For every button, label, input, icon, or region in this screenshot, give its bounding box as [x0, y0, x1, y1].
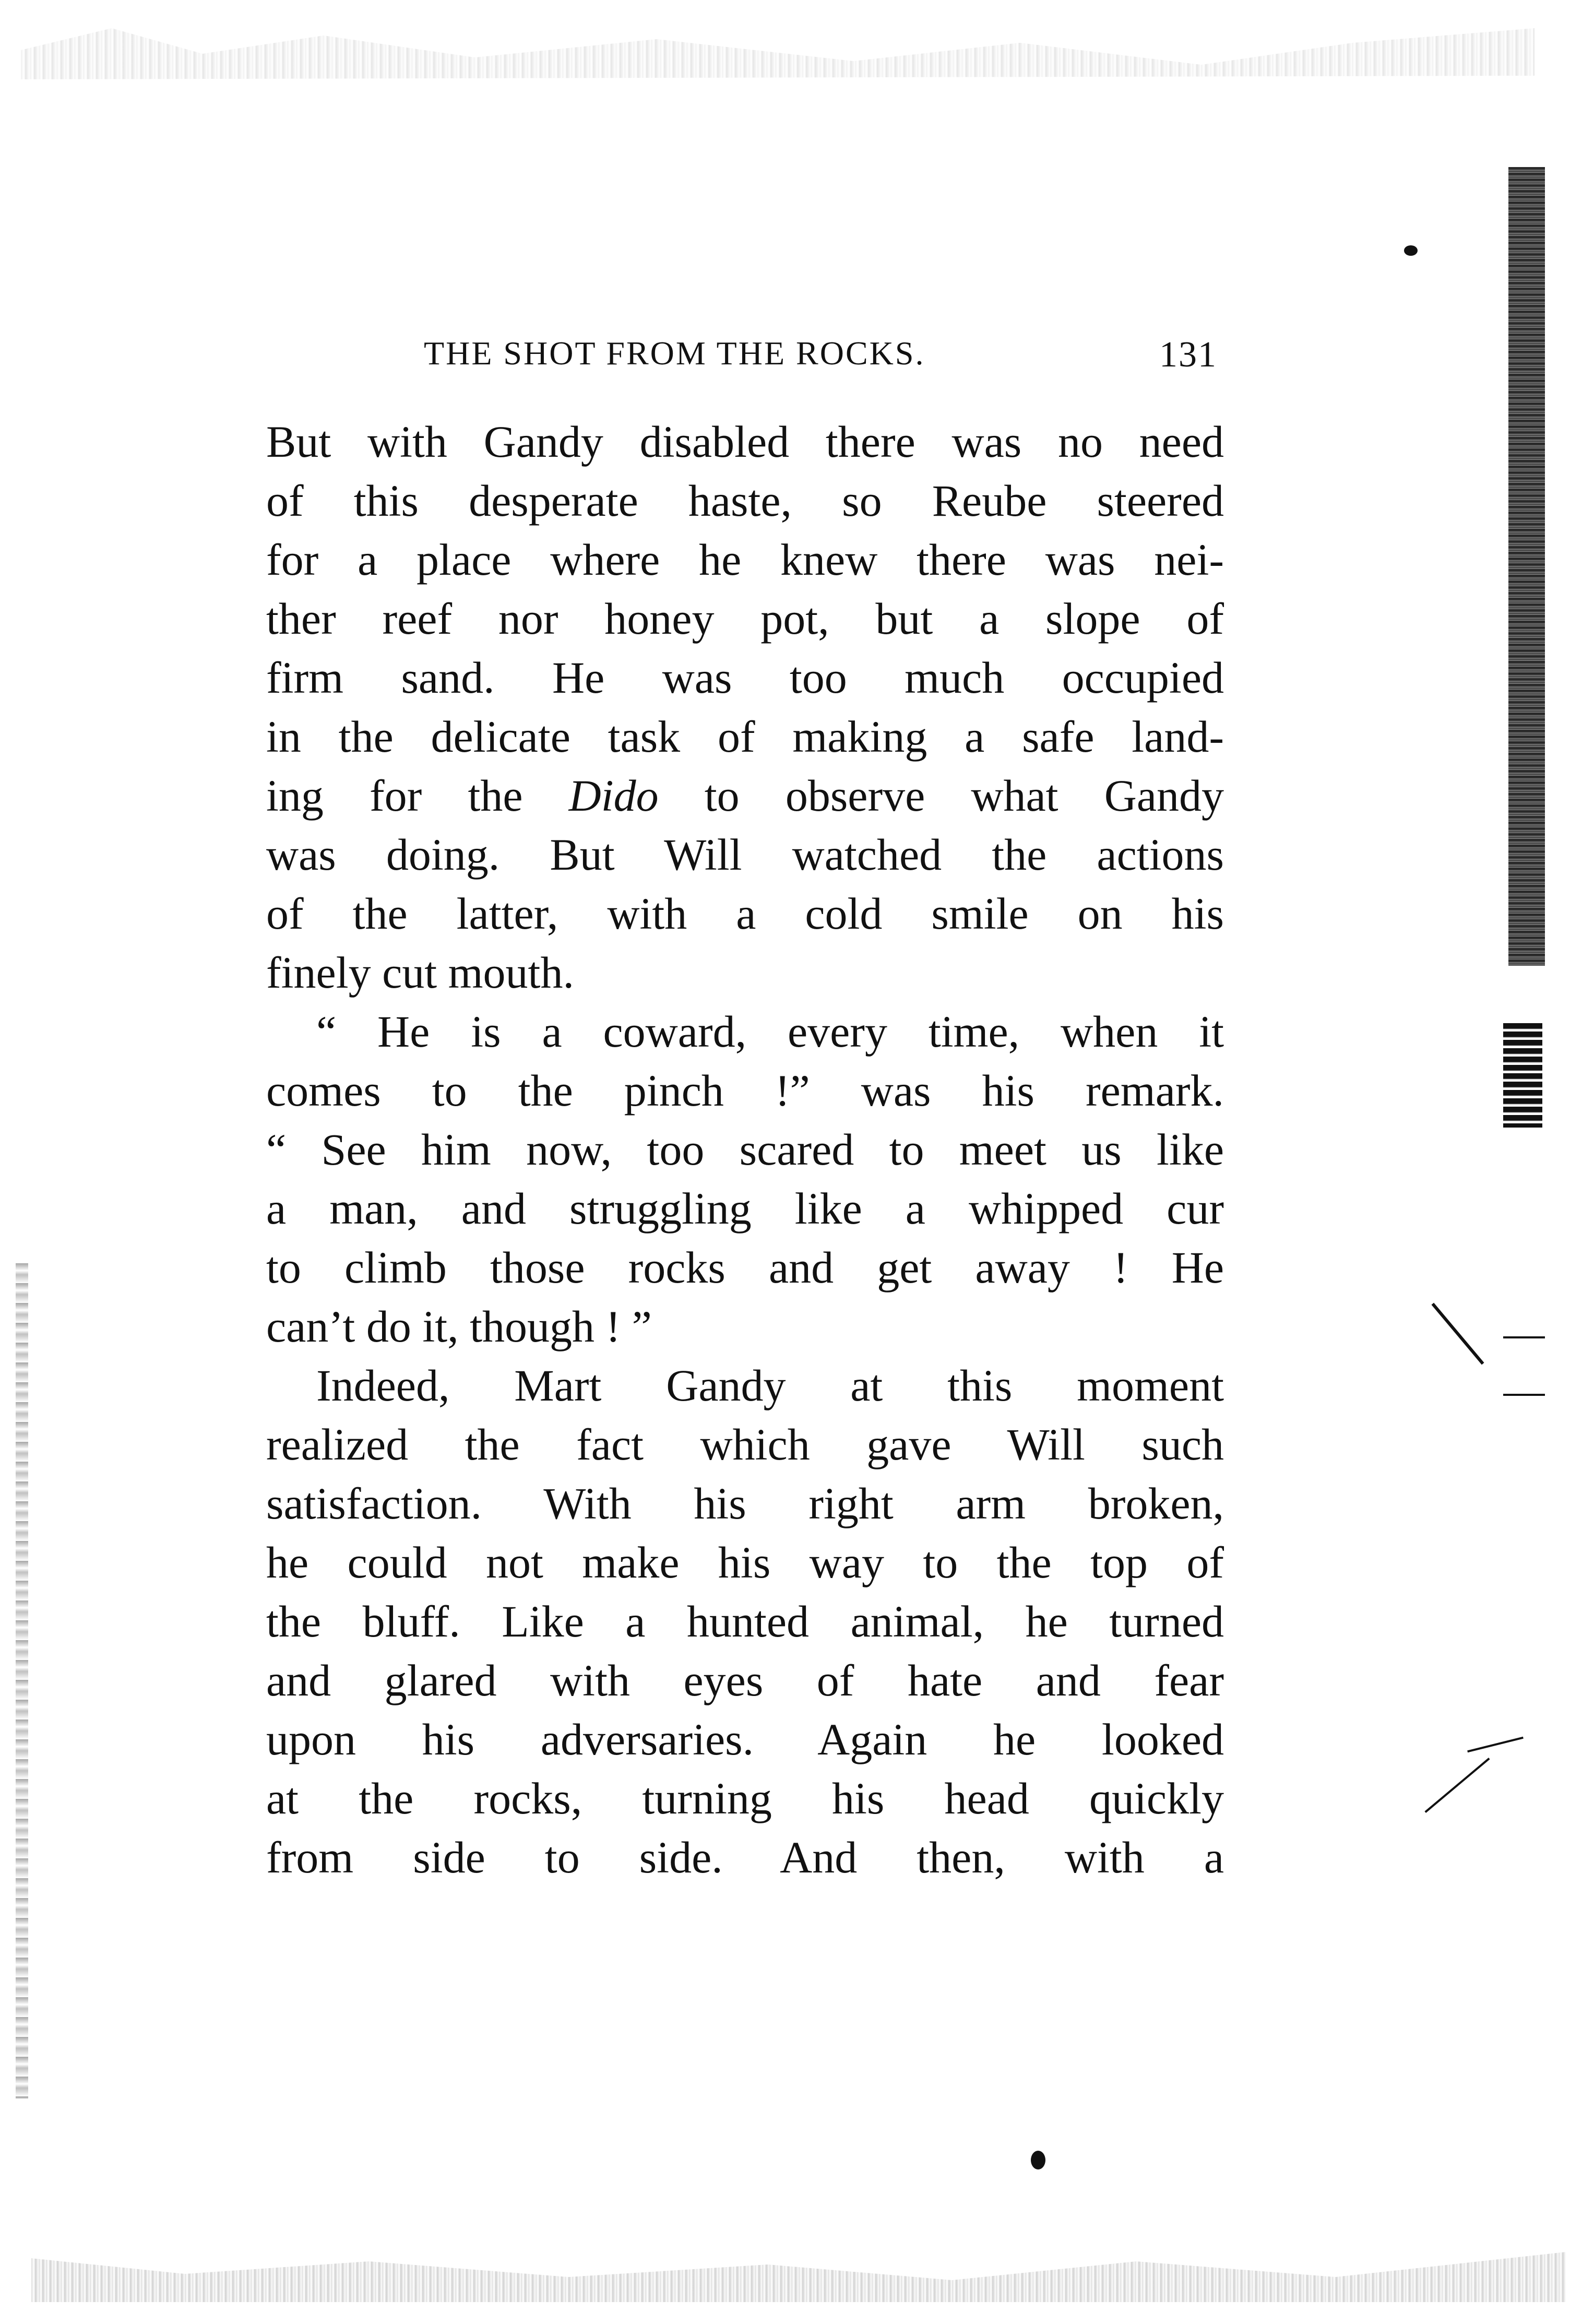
scan-edge-right-block [1503, 1023, 1542, 1128]
text-line-with-italic [266, 766, 1224, 825]
ink-speck [1404, 245, 1418, 256]
text-line: the bluff. Like a hunted animal, he turned [266, 1596, 1224, 1646]
text-line: upon his adversaries. Again he looked [266, 1714, 1224, 1764]
ink-stroke [1503, 1336, 1545, 1338]
text-line: “ He is a coward, every time, when it [316, 1006, 1224, 1057]
text-line: Indeed, Mart Gandy at this moment [316, 1360, 1224, 1410]
page-number: 131 [1159, 335, 1217, 375]
text-line: of this desperate haste, so Reube steered [266, 476, 1224, 526]
text-line: satisfaction. With his right arm broken, [266, 1478, 1224, 1528]
text-line: in the delicate task of making a safe land- [266, 712, 1224, 762]
text-line: can’t do it, though ! ” [266, 1301, 652, 1351]
text-line: he could not make his way to the top of [266, 1537, 1224, 1587]
text-line: ther reef nor honey pot, but a slope of [266, 594, 1224, 644]
text-line: for a place where he knew there was nei- [266, 535, 1224, 585]
body-text [266, 412, 1224, 1887]
text-line: realized the fact which gave Will such [266, 1419, 1224, 1469]
text-line: comes to the pinch !” was his remark. [266, 1065, 1224, 1116]
text-line: from side to side. And then, with a [266, 1832, 1224, 1882]
ink-stroke [1424, 1758, 1490, 1813]
ink-stroke [1503, 1394, 1545, 1396]
text-line: a man, and struggling like a whipped cur [266, 1183, 1224, 1234]
scan-noise-left [16, 1263, 28, 2098]
text-fragment: to observe what Gandy [658, 770, 1224, 821]
scan-edge-right [1508, 167, 1545, 966]
ink-speck [1031, 2151, 1045, 2169]
page-header [424, 334, 1217, 381]
text-line: and glared with eyes of hate and fear [266, 1655, 1224, 1705]
scan-noise-bottom [31, 2239, 1566, 2302]
scan-noise-top [21, 21, 1534, 94]
ink-stroke [1467, 1737, 1524, 1752]
ink-stroke [1431, 1303, 1484, 1365]
text-line: at the rocks, turning his head quickly [266, 1773, 1224, 1823]
text-fragment: ing for the [266, 770, 569, 821]
text-line: firm sand. He was too much occupied [266, 653, 1224, 703]
text-line: was doing. But Will watched the actions [266, 829, 1224, 880]
text-line: finely cut mouth. [266, 947, 574, 998]
text-line: to climb those rocks and get away ! He [266, 1242, 1224, 1293]
text-line: “ See him now, too scared to meet us like [266, 1124, 1224, 1175]
italic-title: Dido [568, 770, 659, 821]
running-head: THE SHOT FROM THE ROCKS. [424, 335, 925, 372]
text-line: of the latter, with a cold smile on his [266, 888, 1224, 939]
text-line: But with Gandy disabled there was no need [266, 417, 1224, 467]
